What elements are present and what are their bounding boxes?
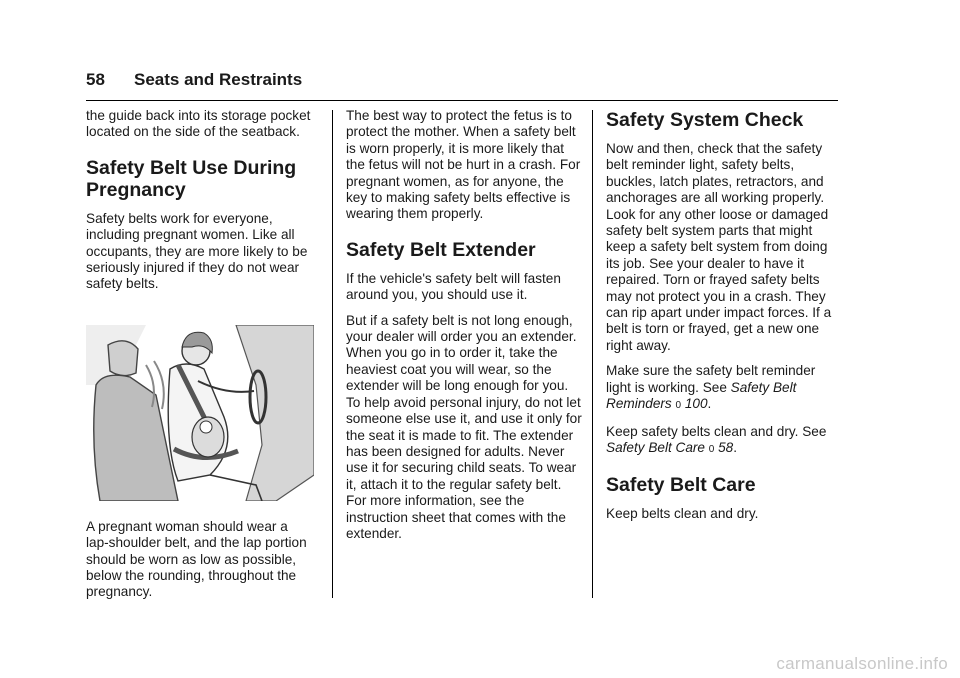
column-3 bbox=[606, 108, 842, 532]
clean-paragraph bbox=[606, 424, 842, 459]
column-2 bbox=[346, 108, 582, 551]
reminder-link[interactable]: Safety Belt Reminders bbox=[606, 379, 797, 412]
heading-system-check: Safety System Check bbox=[606, 109, 804, 131]
pregnancy-paragraph: Safety belts work for everyone, including pregnant women. Like all occupants, they are more likely to be seriously injured if they do not wear safety belts. bbox=[86, 210, 308, 292]
belt-care-page-link[interactable]: 58 bbox=[718, 439, 734, 455]
heading-belt-care: Safety Belt Care bbox=[606, 474, 756, 497]
page-header bbox=[86, 70, 838, 101]
heading-belt-pregnancy: Safety Belt Use During Pregnancy bbox=[86, 156, 297, 201]
page-number: 58 bbox=[86, 70, 105, 89]
belt-care-link[interactable]: Safety Belt Care bbox=[606, 439, 705, 455]
section-title: Seats and Restraints bbox=[134, 70, 303, 89]
page-ref-icon: 0 bbox=[708, 443, 715, 455]
column-1 bbox=[86, 108, 314, 610]
reminder-text: Make sure the safety belt reminder light is working. See bbox=[606, 363, 816, 395]
column-divider-2 bbox=[592, 110, 593, 598]
continued-paragraph: the guide back into its storage pocket located on the side of the seatback. bbox=[86, 108, 311, 140]
system-check-paragraph: Now and then, check that the safety belt reminder light, safety belts, buckles, latch plates, retractors, and anchorages are all working properly. Look for any other loose or damaged safety belt system parts that might keep a safety belt system from doing its job. See your dealer to have it repaired. Torn or frayed safety belts may not protect you in a crash. They can rip apart under impact forces. If a belt is torn or frayed, get a new one right away. bbox=[606, 141, 832, 353]
reminder-page-link[interactable]: 100 bbox=[684, 396, 708, 412]
fetus-paragraph: The best way to protect the fetus is to protect the mother. When a safety belt is worn properly, it is more likely that the fetus will not be hurt in a crash. For pregnant women, as for anyone, the key to making safety belts effective is wearing them properly. bbox=[346, 108, 581, 222]
pregnant-woman-seatbelt-illustration-icon bbox=[86, 325, 314, 501]
watermark: carmanualsonline.info bbox=[776, 654, 948, 673]
extender-paragraph-2: But if a safety belt is not long enough, your dealer will order you an extender. When you go in to order it, take the heaviest coat you will wear, so the extender will be long enough for you. To help avoid personal injury, do not let someone else use it, and use it only for the seat it is made to fit. The extender has been designed for adults. Never use it for securing child seats. To wear it, attach it to the regular safety belt. For more information, see the instruction sheet that comes with the extender. bbox=[346, 312, 582, 541]
reminder-paragraph bbox=[606, 363, 842, 414]
illustration-caption: A pregnant woman should wear a lap-shoulder belt, and the lap portion should be worn as low as possible, below the rounding, throughout the pregnancy. bbox=[86, 518, 307, 600]
column-divider-1 bbox=[332, 110, 333, 598]
belt-care-paragraph: Keep belts clean and dry. bbox=[606, 506, 759, 522]
page-ref-icon: 0 bbox=[675, 400, 682, 412]
heading-belt-extender: Safety Belt Extender bbox=[346, 238, 536, 261]
reminder-end: . bbox=[707, 396, 712, 412]
extender-paragraph-1: If the vehicle's safety belt will fasten around you, you should use it. bbox=[346, 270, 561, 303]
clean-end: . bbox=[733, 439, 738, 455]
clean-text: Keep safety belts clean and dry. See bbox=[606, 423, 827, 439]
